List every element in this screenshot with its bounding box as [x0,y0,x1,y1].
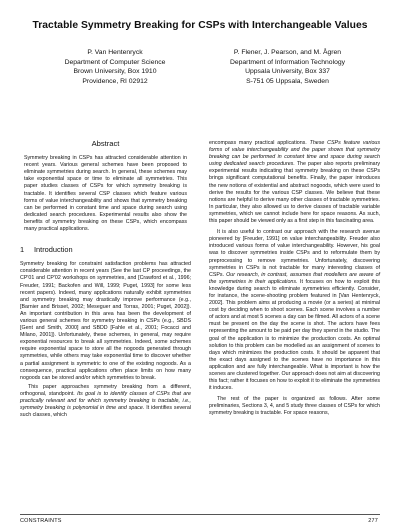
intro-paragraph-2-end: It identifies several such classes, which [20,405,191,419]
left-column [20,140,191,419]
paper-title: Tractable Symmetry Breaking for CSPs with Interchangeable Values [32,20,368,31]
intro-paragraph-5: The rest of the paper is organized as follows. After some preliminaries, Sections 3, 4, and 5 study three classes of CSPs for which symmetry breaking is tractable. For space reasons, [209,396,380,417]
author-address: Providence, RI 02912 [82,77,148,85]
author-department: Department of Computer Science [64,58,166,66]
author-institution: Brown University, Box 1910 [73,68,157,76]
abstract-text: Symmetry breaking in CSPs has attracted considerable attention in recent years. Various general schemes have been proposed to eliminate symmetries during search. In general, these schemes may take exponential space or time to eliminate all symmetries. This paper studies classes of CSPs for which symmetry breaking is tractable. It identifies several CSP classes which feature various forms of value interchangeability and shows that symmetry breaking can be performed in constant time and space during search using dedicated search procedures. Experimental results also show the benefits of symmetry breaking on these CSPs, which encompass many practical applications. [24,155,187,233]
page-number: 277 [368,518,378,524]
author-address: S-751 05 Uppsala, Sweden [246,77,329,85]
intro-paragraph-3 [209,140,380,225]
author-affiliation-left [40,48,190,86]
intro-paragraph-3-start: encompass many practical applications. [209,140,310,146]
section-title: Introduction [34,245,73,255]
abstract-heading: Abstract [91,139,120,148]
footer-rule [20,514,380,515]
author-department: Department of Information Technology [229,58,346,66]
intro-paragraph-2-start: This paper approaches symmetry breaking from a different, orthogonal, standpoint. [20,383,191,397]
author-name: P. Flener, J. Pearson, and M. Ågren [233,49,342,56]
author-affiliation-right [200,48,375,86]
intro-result-emphasis: These CSPs feature various forms of value interchangeability and the paper shows that symmetry breaking can be performed in constant time and space during search using dedicated search procedures. [209,140,380,168]
author-name: P. Van Hentenryck [87,49,143,56]
author-block [0,48,400,100]
intro-paragraph-1: Symmetry breaking for constraint satisfaction problems has attracted considerable attention in recent years (See the last CP proceedings, the CP'01 and CP'02 workshops on symmetries, and [Crawford et al., 1996; Freuder, 1991; Backofen and Will, 1999; Puget, 1993] for some less recent papers). Indeed, many applications naturally exhibit symmetries and symmetry breaking may drastically improve performance (e.g., [Barnier and Brisset, 2002; Meseguer and Torras, 2001; Puget, 2002]). An important contribution in this area has been the development of various general schemes for symmetry breaking in CSPs (e.g., SBDS [Gent and Smith, 2000] and SBDD [Fahle et al., 2001; Focacci and Milano, 2001]). Unfortunately, these schemes, in general, may require exponential resources to break all symmetries. Indeed, some schemes require exponential space to store all the nogoods generated through symmetries, while others may take exponential time to discover whether a partial assignment is symmetric to one of the existing nogoods. As a consequence, practical applications often place limits on how many nogoods can be stored and/or which symmetries to break. [20,261,191,381]
intro-goal-emphasis: Its goal is to identify classes of CSPs that are practically relevant and for which symmetry breaking is tractable, i.e., symmetry breaking is polynomial in time and space. [20,390,191,412]
author-institution: Uppsala University, Box 337 [245,68,330,76]
intro-paragraph-3-end: The paper also reports preliminary experimental results indicating that symmetry breaking on these CSPs brings significant computational benefits. Finally, the paper introduces the new notions of existential and abstract nogoods, which were used to derive the results for the various CSP classes. We believe that these notions are helpful to derive many other classes of tractable symmetries. In particular, they also allowed us to derive classes of tractable variable symmetries, which we cannot include here for space reasons. As such, this paper should be viewed only as a first step in this fascinating area. [209,161,380,225]
right-column [209,140,380,418]
intro-paragraph-4-end: It focuses on how to exploit this knowledge during search to eliminate symmetries efficiently. Consider, for instance, the scene-shooting problem featured in [Van Hentenryck, 2002]. This problem aims at producing a movie (or a series) at minimal cost by deciding when to shoot scenes. Each scene involves a number of actors and at most 5 scenes a day can be filmed. All actors of a scene must be present on the day the scene is shot. The actors have fees representing the amount to be paid per day they spend in the studio. The goal of the application is to minimize the production costs. An optimal solution to this problem can be modelled as an assignment of scenes to days which minimizes the production costs. It should be apparent that the exact days assigned to the scenes have no importance in this application and are fully interchangeable. What is important is how the scenes are clustered together. Our approach does not aim at discovering this fact; rather it focuses on how to exploit it to eliminate the symmetries it induces. [209,278,380,392]
intro-paragraph-4-start: It is also useful to contrast our approach with the research avenue pioneered by [Freuder, 1991] on value interchangeability. Freuder also introduced various forms of value interchangeability. However, his goal was to discover symmetries inside CSPs and to reformulate them by preprocessing to remove symmetries. Unfortunately, discovering symmetries in CSPs is not tractable for many interesting classes of CSPs. [209,229,380,278]
section-number: 1 [20,245,25,255]
intro-paragraph-2 [20,384,191,419]
intro-contrast-emphasis: Our research, in contrast, assumes that modellers are aware of the symmetries in their applications. [209,271,381,285]
intro-paragraph-4 [209,229,380,392]
footer-section-label: CONSTRAINTS [20,518,62,524]
section-heading [20,246,191,253]
